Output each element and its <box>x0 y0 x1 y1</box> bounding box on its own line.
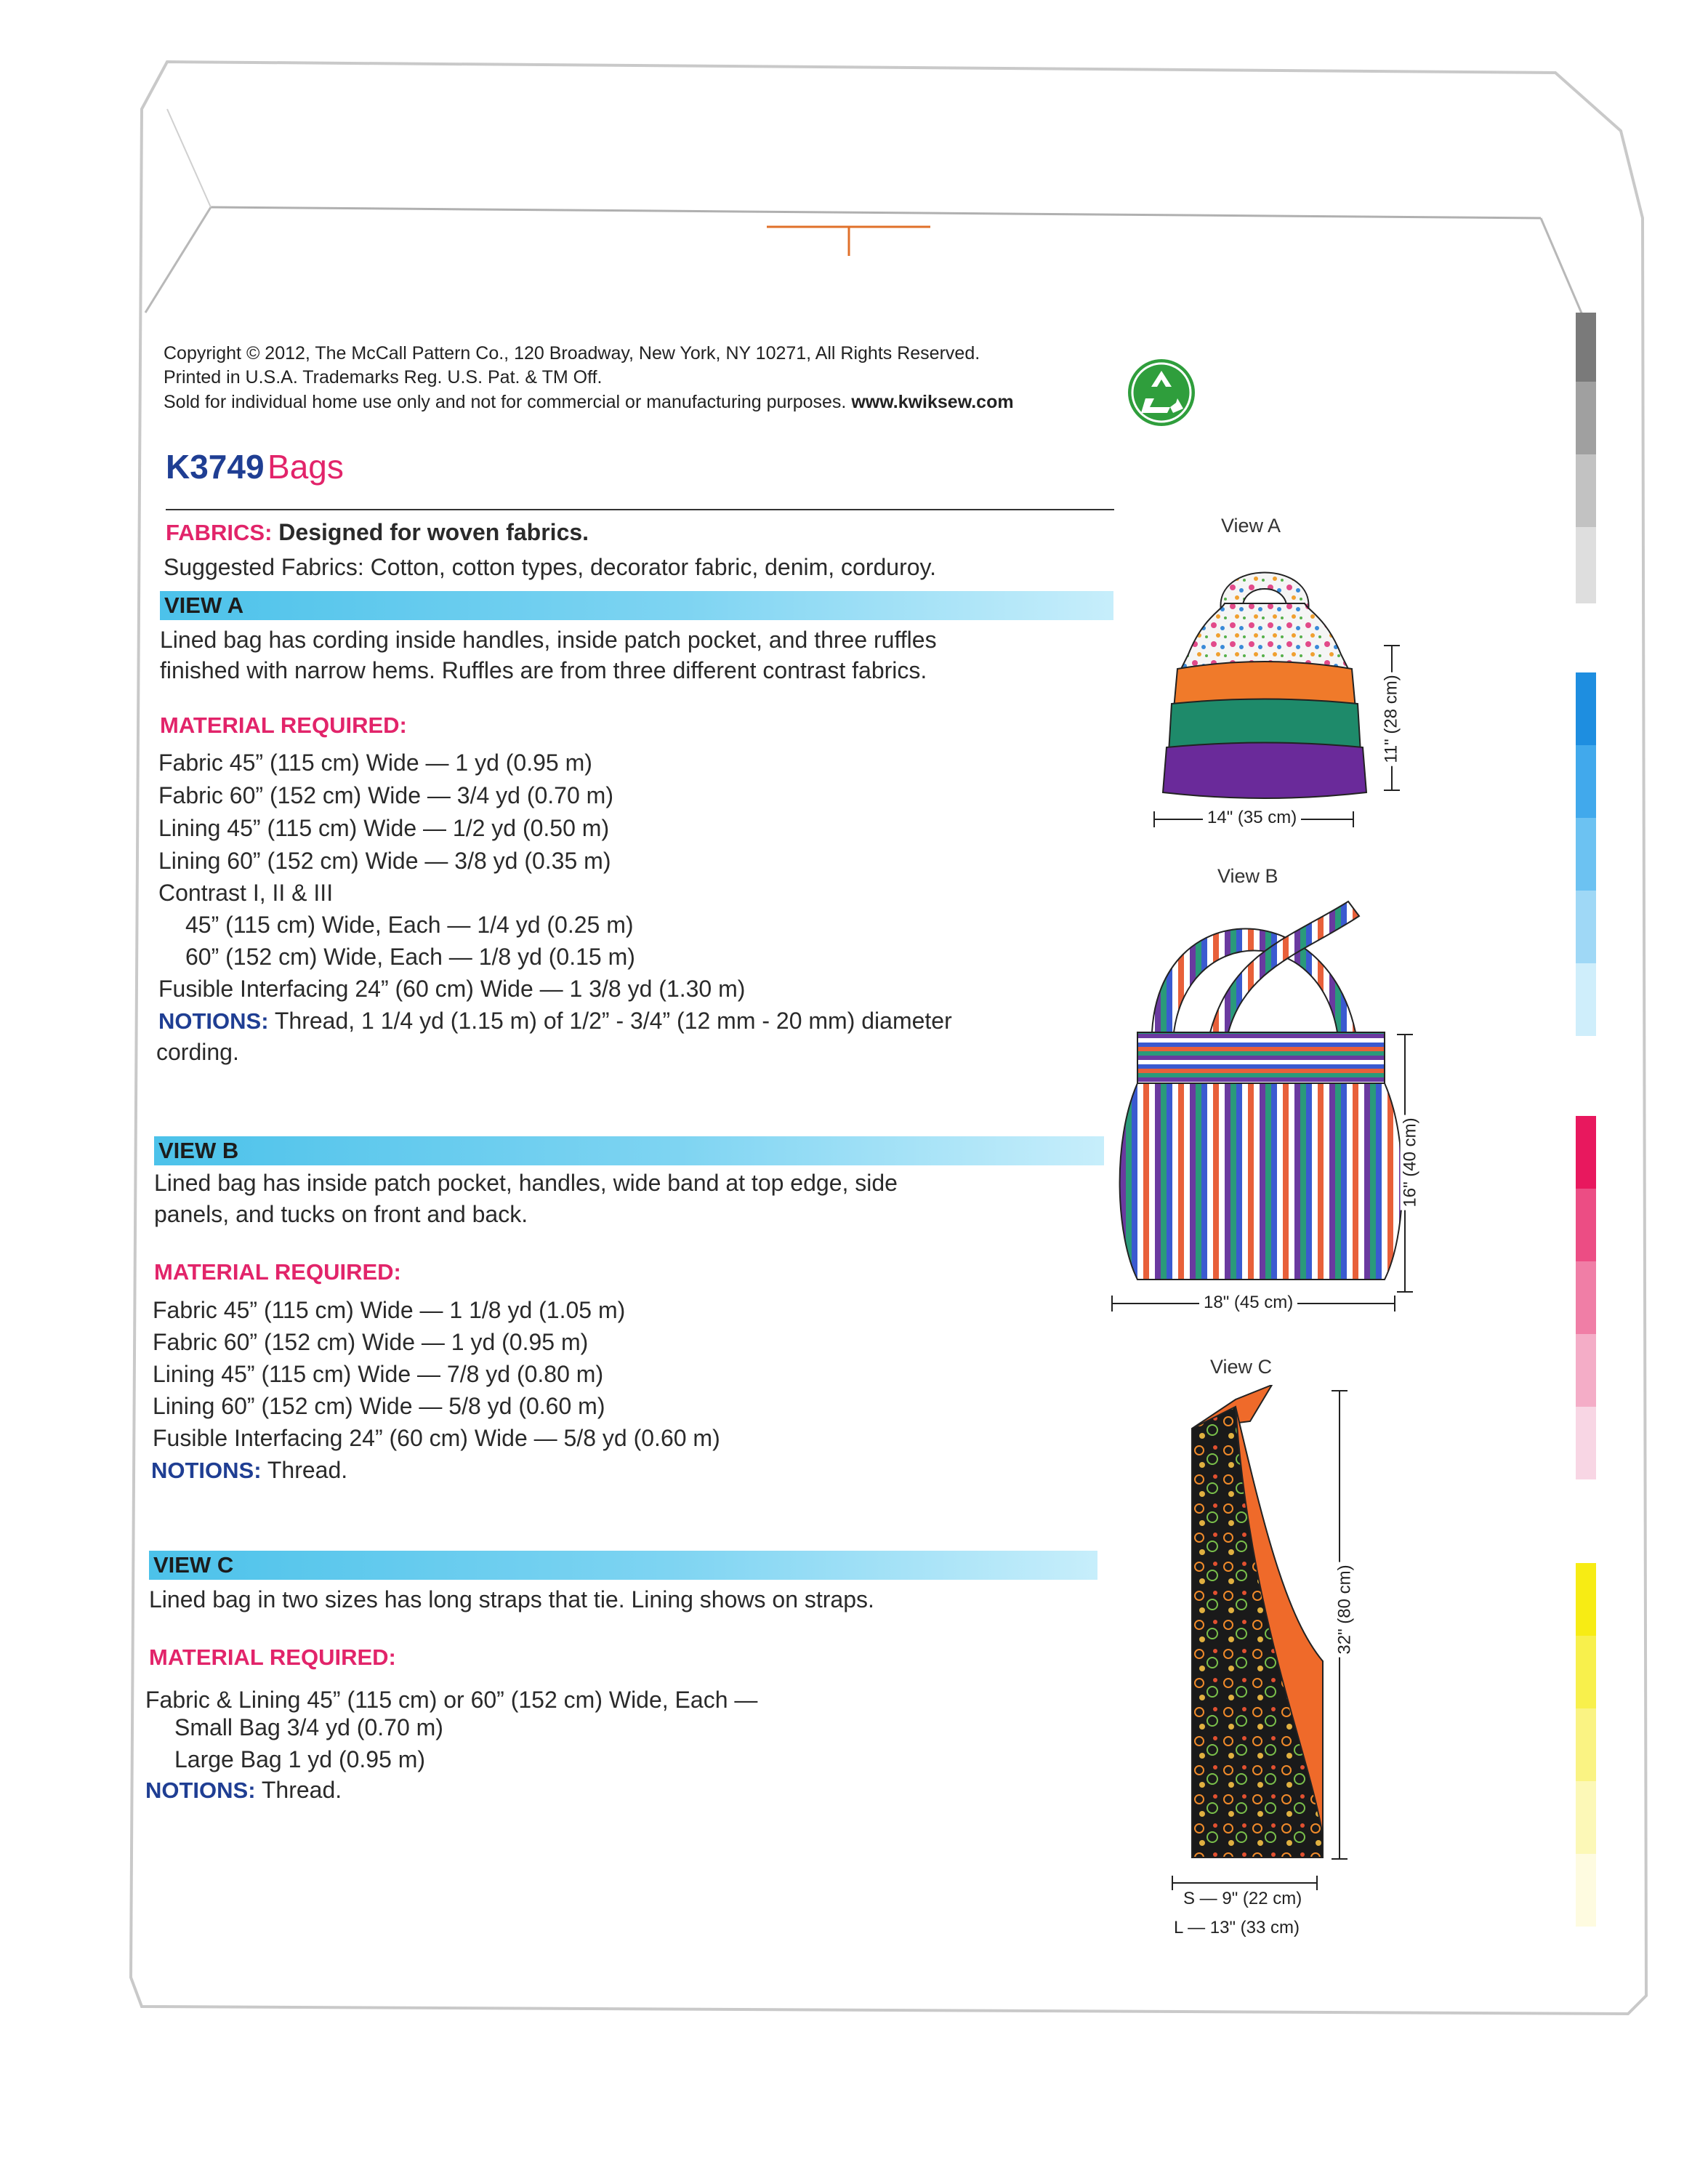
color-bar-cyan-5 <box>1576 963 1596 1036</box>
view-c-material-3: Large Bag 1 yd (0.95 m) <box>174 1746 426 1772</box>
view-a-material-5: Contrast I, II & III <box>158 880 334 906</box>
color-bar-yellow-4 <box>1576 1781 1596 1854</box>
view-a-material-6: 45” (115 cm) Wide, Each — 1/4 yd (0.25 m) <box>185 912 634 938</box>
view-a-notions-text-2: cording. <box>156 1039 239 1065</box>
view-c-notions-label: NOTIONS: <box>145 1778 256 1803</box>
view-a-material-8: Fusible Interfacing 24” (60 cm) Wide — 1 3/8 yd (1.30 m) <box>158 976 746 1002</box>
view-c-illustration-label: View C <box>1210 1356 1273 1378</box>
color-bar-yellow-5 <box>1576 1854 1596 1927</box>
view-c-description: Lined bag in two sizes has long straps that tie. Lining shows on straps. <box>149 1586 874 1612</box>
view-b-notions <box>151 1454 347 1487</box>
color-bar-yellow-2 <box>1576 1636 1596 1708</box>
view-c-width-small-label: S — 9" (22 cm) <box>1183 1889 1302 1908</box>
title-rule <box>166 509 1114 510</box>
view-b-description-1: Lined bag has inside patch pocket, handles, wide band at top edge, side <box>154 1170 898 1196</box>
view-c-width-large-label: L — 13" (33 cm) <box>1174 1918 1300 1937</box>
color-bar-yellow-1 <box>1576 1563 1596 1636</box>
view-a-material-4: Lining 60” (152 cm) Wide — 3/8 yd (0.35 m) <box>158 848 611 874</box>
view-c-heading-bar <box>149 1551 1097 1580</box>
view-a-width-label: 14" (35 cm) <box>1203 808 1301 828</box>
recycle-icon <box>1125 356 1198 429</box>
website-link[interactable]: www.kwiksew.com <box>851 392 1014 412</box>
view-a-bag-illustration <box>1134 545 1410 822</box>
color-bar-magenta-5 <box>1576 1407 1596 1479</box>
color-bar-yellow-3 <box>1576 1708 1596 1781</box>
view-a-heading: VIEW A <box>164 593 244 618</box>
view-b-notions-label: NOTIONS: <box>151 1458 262 1483</box>
view-a-material-heading: MATERIAL REQUIRED: <box>160 712 407 738</box>
view-a-description-2: finished with narrow hems. Ruffles are from three different contrast fabrics. <box>160 657 927 683</box>
view-b-material-4: Lining 60” (152 cm) Wide — 5/8 yd (0.60 m) <box>153 1393 605 1419</box>
color-bar-gray-2 <box>1576 382 1596 454</box>
color-bar-cyan-2 <box>1576 745 1596 818</box>
view-b-illustration-label: View B <box>1217 865 1278 887</box>
view-b-material-heading: MATERIAL REQUIRED: <box>154 1259 401 1285</box>
color-bar-magenta-4 <box>1576 1334 1596 1407</box>
view-c-height-label: 32" (80 cm) <box>1335 1562 1355 1657</box>
view-a-notions-text: Thread, 1 1/4 yd (1.15 m) of 1/2” - 3/4” (12 mm - 20 mm) diameter <box>274 1008 952 1034</box>
color-bar-cyan-3 <box>1576 818 1596 891</box>
color-bar-cyan-1 <box>1576 672 1596 745</box>
view-a-material-1: Fabric 45” (115 cm) Wide — 1 yd (0.95 m) <box>158 750 592 776</box>
view-a-material-2: Fabric 60” (152 cm) Wide — 3/4 yd (0.70 m) <box>158 782 613 808</box>
color-bar-magenta-1 <box>1576 1116 1596 1189</box>
view-c-material-heading: MATERIAL REQUIRED: <box>149 1644 396 1670</box>
view-a-height-label: 11" (28 cm) <box>1382 672 1402 766</box>
pattern-number: K3749 <box>166 448 265 486</box>
view-a-illustration-label: View A <box>1221 515 1281 537</box>
view-a-material-7: 60” (152 cm) Wide, Each — 1/8 yd (0.15 m) <box>185 944 635 970</box>
view-c-notions-text: Thread. <box>261 1777 342 1803</box>
view-c-material-1: Fabric & Lining 45” (115 cm) or 60” (152 cm) Wide, Each — <box>145 1687 758 1713</box>
fabrics-suggested: Suggested Fabrics: Cotton, cotton types, decorator fabric, denim, corduroy. <box>164 554 937 580</box>
page-title <box>166 447 344 486</box>
view-a-material-3: Lining 45” (115 cm) Wide — 1/2 yd (0.50 m) <box>158 815 610 841</box>
view-b-notions-text: Thread. <box>267 1457 348 1483</box>
pattern-name: Bags <box>267 448 344 486</box>
copyright-line-1: Copyright © 2012, The McCall Pattern Co., 120 Broadway, New York, NY 10271, All Rights Reserved. <box>164 343 980 364</box>
color-bar-gray-3 <box>1576 454 1596 527</box>
fabrics-line <box>166 516 589 549</box>
view-c-notions <box>145 1774 342 1807</box>
view-a-notions <box>158 1005 952 1037</box>
color-bar-cyan-4 <box>1576 891 1596 963</box>
view-c-heading: VIEW C <box>153 1552 234 1578</box>
view-b-material-1: Fabric 45” (115 cm) Wide — 1 1/8 yd (1.05 m) <box>153 1297 626 1323</box>
color-bar-magenta-2 <box>1576 1189 1596 1261</box>
view-b-material-3: Lining 45” (115 cm) Wide — 7/8 yd (0.80 m) <box>153 1361 604 1387</box>
copyright-line-3 <box>164 390 1014 414</box>
view-b-heading: VIEW B <box>158 1138 239 1163</box>
color-bar-gray-4 <box>1576 527 1596 603</box>
view-b-width-label: 18" (45 cm) <box>1199 1293 1297 1313</box>
fabrics-label: FABRICS: <box>166 520 273 545</box>
copyright-line-3-text: Sold for individual home use only and not for commercial or manufacturing purposes. <box>164 392 847 412</box>
view-b-description-2: panels, and tucks on front and back. <box>154 1201 528 1227</box>
color-bar-gray-1 <box>1576 313 1596 382</box>
fabrics-designed: Designed for woven fabrics. <box>278 519 589 545</box>
view-c-bag-illustration <box>1163 1385 1352 1872</box>
color-bar-magenta-3 <box>1576 1261 1596 1334</box>
view-b-heading-bar <box>154 1136 1104 1165</box>
view-c-material-2: Small Bag 3/4 yd (0.70 m) <box>174 1714 443 1740</box>
view-a-heading-bar <box>160 591 1113 620</box>
view-b-material-5: Fusible Interfacing 24” (60 cm) Wide — 5/8 yd (0.60 m) <box>153 1425 720 1451</box>
copyright-line-2: Printed in U.S.A. Trademarks Reg. U.S. Pat. & TM Off. <box>164 367 603 387</box>
view-b-bag-illustration <box>1108 894 1414 1301</box>
view-a-description-1: Lined bag has cording inside handles, inside patch pocket, and three ruffles <box>160 627 937 653</box>
view-b-material-2: Fabric 60” (152 cm) Wide — 1 yd (0.95 m) <box>153 1329 589 1355</box>
view-a-notions-label: NOTIONS: <box>158 1008 269 1034</box>
view-b-height-label: 16" (40 cm) <box>1401 1114 1421 1210</box>
